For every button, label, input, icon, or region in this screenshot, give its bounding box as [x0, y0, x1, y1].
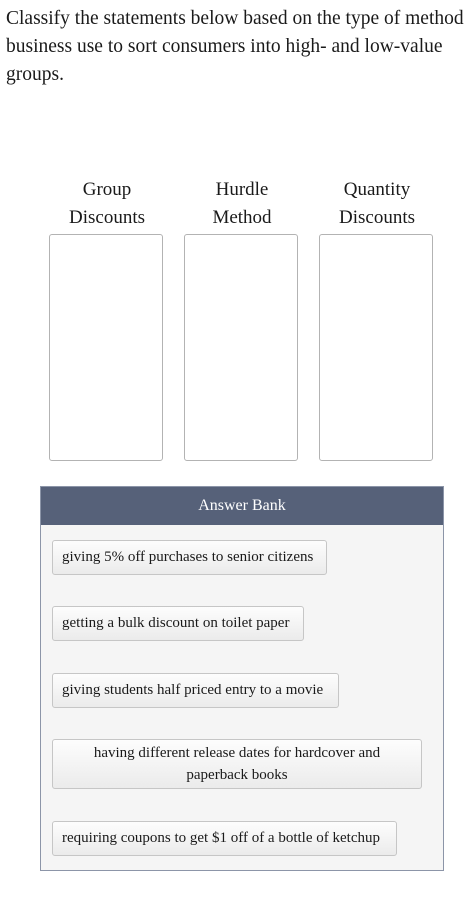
dropzone-quantity-discounts[interactable] — [319, 234, 433, 461]
category-label-hurdle-method — [167, 176, 317, 232]
question-instructions: Classify the statements below based on the type of method business use to sort consumers into high- and low-value groups. — [6, 8, 464, 85]
answer-bank — [40, 486, 444, 871]
category-label-group-discounts — [32, 176, 182, 232]
answer-chip-release-dates[interactable]: having different release dates for hardcover and paperback books — [52, 739, 422, 789]
dropzone-group-discounts[interactable] — [49, 234, 163, 461]
category-label-line: Hurdle — [215, 179, 269, 200]
category-label-line: Discounts — [339, 207, 415, 228]
dropzone-hurdle-method[interactable] — [184, 234, 298, 461]
category-label-line: Group — [82, 179, 132, 200]
category-label-quantity-discounts — [302, 176, 452, 232]
answer-chip-student-movie[interactable]: giving students half priced entry to a movie — [52, 673, 339, 708]
answer-bank-header: Answer Bank — [41, 487, 443, 525]
answer-chip-senior-discount[interactable]: giving 5% off purchases to senior citizens — [52, 540, 327, 575]
answer-chip-coupons-ketchup[interactable]: requiring coupons to get $1 off of a bottle of ketchup — [52, 821, 397, 856]
category-label-line: Discounts — [69, 207, 145, 228]
answer-chip-bulk-toilet-paper[interactable]: getting a bulk discount on toilet paper — [52, 606, 304, 641]
category-label-line: Quantity — [343, 179, 411, 200]
category-label-line: Method — [212, 207, 272, 228]
